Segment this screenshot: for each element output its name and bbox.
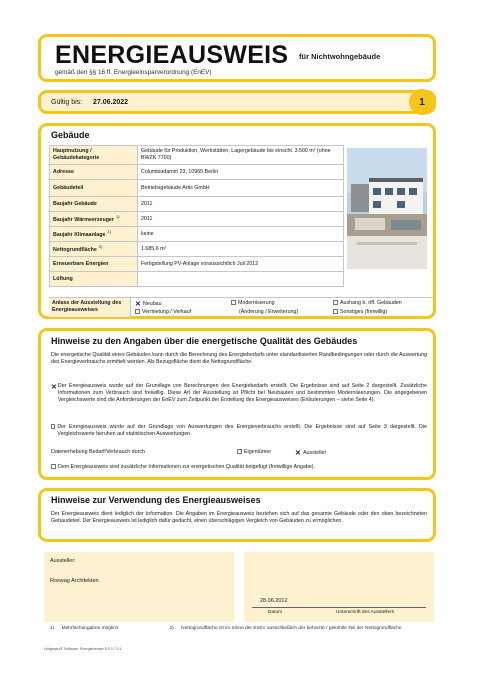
building-row-key: [50, 197, 138, 212]
building-row-key-text: Lüftung: [53, 275, 73, 282]
validity-label: Gültig bis:: [51, 99, 83, 106]
building-row-key-text: Hauptnutzung / Gebäudekategorie: [53, 148, 100, 161]
building-row-key-text: Adresse: [53, 168, 74, 175]
building-row-key: [50, 180, 138, 197]
document-title: ENERGIEAUSWEIS: [55, 41, 289, 69]
anlass-checkbox[interactable]: [231, 300, 236, 305]
signature-line: [252, 607, 426, 608]
owner-option[interactable]: [237, 449, 295, 458]
building-row-value: 2011: [138, 212, 344, 227]
date-label: Datum: [268, 610, 283, 615]
page-number-badge: 1: [409, 89, 435, 115]
option-consumption-text: Der Energieausweis wurde auf der Grundlage von Auswertungen des Energieverbrauchs erstellt. Die Ergebnisse sind auf Seite 3 dargestellt. Die Vergleichswerte beruhen auf statistischen Auswertungen.: [57, 424, 427, 438]
building-section: [38, 123, 436, 319]
anlass-row: [49, 297, 433, 317]
building-row: [50, 165, 344, 180]
anlass-option-label: Aushang b. öff. Gebäuden: [340, 300, 402, 306]
additional-info-row[interactable]: [51, 464, 427, 471]
anlass-options: [131, 298, 433, 317]
building-row: [50, 146, 344, 165]
owner-checkbox[interactable]: [237, 449, 242, 454]
building-row: [50, 272, 344, 287]
building-photo: [347, 148, 427, 269]
usage-hints-text: Der Energieausweis dient lediglich der Information. Die Angaben im Energieausweis beziehen sich auf das gesamte Gebäude oder den oben bezeichneten Gebäudeteil. Der Energieausweis ist lediglich dafür gedacht, einen überschlägigen Vergleich von Gebäuden zu ermöglichen.: [51, 511, 427, 525]
footnote-2-number: 2): [169, 626, 174, 631]
building-row-value: Columbiadamm 23, 10965 Berlin: [138, 165, 344, 180]
building-row: [50, 197, 344, 212]
building-row-key-text: Baujahr Klimaanlage: [53, 232, 106, 239]
footnote-ref: 1): [115, 214, 120, 220]
usage-hints-section: [38, 488, 436, 542]
owner-label: Eigentümer: [244, 449, 272, 455]
document-subtitle: für Nichtwohngebäude: [299, 52, 381, 61]
data-collection-row: [51, 449, 427, 458]
issuer-option-label: Aussteller: [303, 450, 327, 456]
building-row-value: [138, 272, 344, 287]
quality-intro-text: Die energetische Qualität eines Gebäudes kann durch die Berechnung des Energiebedarfs unter standardisierten Randbedingungen oder durch die Auswertung des Energieverbrauchs ermittelt werden. Als Bezugsfläche dient die Nettogrundfläche.: [51, 352, 427, 366]
footnote-1-number: 1): [50, 626, 55, 631]
data-collection-label: Datenerhebung Bedarf/Verbrauch durch: [51, 449, 145, 455]
building-row-key: [50, 146, 138, 165]
anlass-option-label: Neubau: [143, 301, 162, 307]
anlass-checkbox[interactable]: [333, 309, 338, 314]
building-row-key: [50, 272, 138, 287]
building-row-key: [50, 257, 138, 272]
building-row: [50, 212, 344, 227]
software-note: Hofgesetz® Software, Energieberater 5.0.0 7.0.1: [44, 647, 122, 651]
building-row-key: [50, 212, 138, 227]
anlass-checkbox[interactable]: [333, 300, 338, 305]
quality-intro: [51, 352, 427, 366]
building-row: [50, 180, 344, 197]
anlass-option[interactable]: [231, 300, 333, 308]
building-row-value: Gebäude für Produktion, Werkstätten, Lagergebäude bis einschl. 3.500 m² (ohne BWZK 7700): [138, 146, 344, 165]
building-row-key-text: Baujahr Gebäude: [53, 200, 97, 207]
footnotes: [50, 626, 440, 631]
building-section-title: Gebäude: [51, 130, 90, 140]
additional-info-text: Dem Energieausweis sind zusätzliche Informationen zur energetischen Qualität beigefügt (freiwillige Angabe).: [58, 464, 316, 470]
quality-hints-section: [38, 328, 436, 480]
issuer-name: Roswag Architekten: [50, 578, 99, 584]
building-row: [50, 242, 344, 257]
issuer-box: [44, 552, 234, 622]
building-row-value: 1.685,6 m²: [138, 242, 344, 257]
building-row-key-text: Gebäudeteil: [53, 184, 84, 191]
anlass-option[interactable]: [333, 309, 429, 315]
building-row-value: keine: [138, 227, 344, 242]
building-table: [49, 145, 344, 287]
footnote-ref: 1): [107, 229, 111, 235]
signature-label: Unterschrift des Ausstellers: [336, 610, 395, 615]
building-row-value: Betriebsgebäude Artis GmbH: [138, 180, 344, 197]
anlass-option-label: Sonstiges (freiwillig): [340, 309, 388, 315]
additional-info-checkbox[interactable]: [51, 464, 56, 469]
option-demand[interactable]: [51, 383, 427, 404]
building-row-key-text: Erneuerbare Energien: [53, 260, 109, 267]
anlass-checkbox[interactable]: [135, 309, 140, 314]
title-box: [38, 34, 436, 82]
issuer-checkbox[interactable]: ✕: [295, 450, 301, 457]
anlass-checkbox-checked[interactable]: ✕: [135, 301, 141, 308]
issue-date: 28.06.2012: [260, 598, 288, 604]
building-row: [50, 227, 344, 242]
anlass-option-label: Vermietung / Verkauf: [142, 309, 192, 315]
building-row-key: [50, 227, 138, 242]
building-row-value: 2011: [138, 197, 344, 212]
legal-basis: gemäß den §§ 16 ff. Energieeinsparverordnung (EnEV): [55, 69, 212, 76]
option-demand-text: Der Energieausweis wurde auf der Grundlage von Berechnungen des Energiebedarfs erstellt. Die Ergebnisse sind auf Seite 2 dargestellt. Zusätzliche Informationen zum Verbrauch sind freiwillig. Diese Art der Ausstellung ist Pflicht bei Neubauten und bestimmten Modernisierungen. Die angegebenen Vergleichswerte sind die Anforderungen der EnEV zum Zeitpunkt der Erstellung des Energieausweises (Erläuterungen – siehe Seite 4).: [57, 383, 427, 404]
building-row: [50, 257, 344, 272]
anlass-option[interactable]: [135, 300, 231, 308]
anlass-option[interactable]: [333, 300, 429, 308]
anlass-option-label: Modernisierung: [238, 300, 275, 306]
anlass-option-label: (Änderung / Erweiterung): [239, 309, 299, 315]
anlass-label: Anlass der Ausstellung des Energieausweises: [49, 298, 131, 317]
issuer-label: Aussteller:: [50, 558, 76, 564]
anlass-option[interactable]: [231, 309, 333, 315]
usage-hints-title: Hinweise zur Verwendung des Energieausweises: [51, 495, 261, 505]
issuer-option[interactable]: [295, 449, 326, 458]
consumption-checkbox[interactable]: [51, 424, 55, 429]
building-row-key-text: Baujahr Wärmeerzeuger: [53, 217, 114, 224]
footnote-ref: 2): [98, 244, 103, 250]
signature-box: [244, 552, 434, 622]
building-row-key-text: Nettogrundfläche: [53, 247, 97, 254]
validity-date: 27.06.2022: [93, 99, 129, 106]
footnote-2: Nettogrundfläche ist im Sinne der EnEV ausschließlich der beheizte / gekühlte Teil der Nettogrundfläche: [181, 626, 402, 631]
anlass-option[interactable]: [135, 309, 231, 315]
building-row-value: Fertigstellung PV-Anlage voraussichtlich Juli 2012: [138, 257, 344, 272]
quality-hints-title: Hinweise zu den Angaben über die energetische Qualität des Gebäudes: [51, 336, 358, 346]
option-consumption[interactable]: [51, 424, 427, 438]
building-row-key: [50, 165, 138, 180]
footnote-1: Mehrfachangaben möglich: [61, 626, 119, 631]
demand-checkbox[interactable]: ✕: [51, 384, 57, 391]
building-row-key: [50, 242, 138, 257]
validity-box: [38, 90, 436, 114]
